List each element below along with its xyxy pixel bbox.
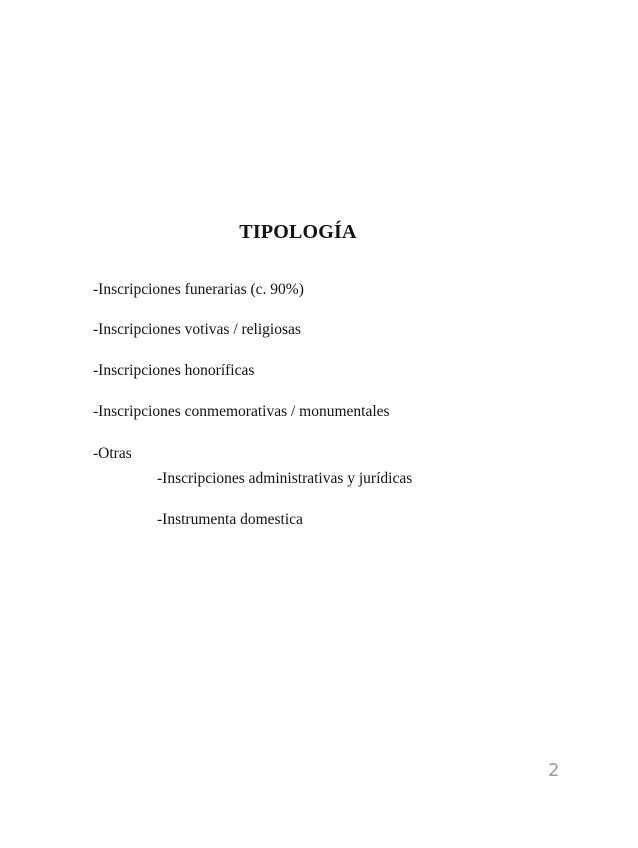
page-number: 2 [548,760,560,781]
sublist-item-administrativas: -Inscripciones administrativas y jurídicas [157,470,413,487]
list-item-funerarias: -Inscripciones funerarias (c. 90%) [93,281,304,298]
list-item-votivas: -Inscripciones votivas / religiosas [93,321,301,338]
page-title: TIPOLOGÍA [239,221,357,243]
list-item-otras: -Otras [93,445,132,462]
list-item-conmemorativas: -Inscripciones conmemorativas / monumentales [93,403,390,420]
list-item-honorificas: -Inscripciones honoríficas [93,362,255,379]
sublist-item-instrumenta: -Instrumenta domestica [157,511,303,528]
